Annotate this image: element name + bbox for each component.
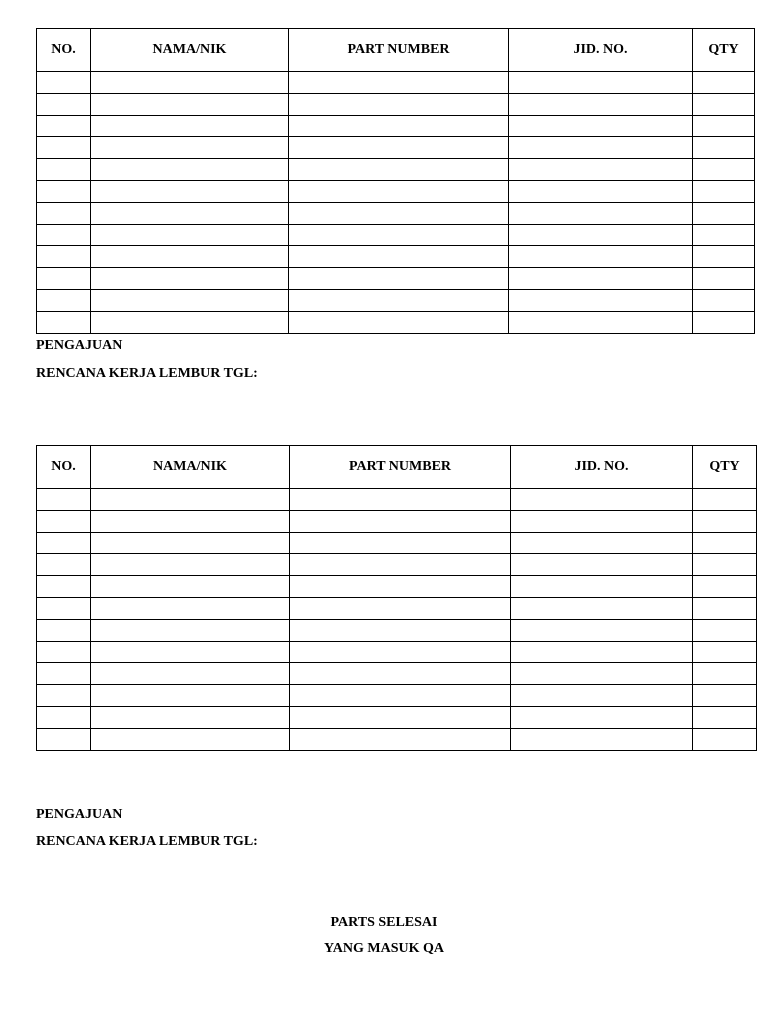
cell-jid-no[interactable] bbox=[509, 311, 693, 333]
cell-no[interactable] bbox=[37, 180, 91, 202]
cell-part-number[interactable] bbox=[289, 72, 509, 94]
table-header-row bbox=[37, 29, 755, 72]
cell-nama-nik[interactable] bbox=[91, 246, 289, 268]
cell-nama-nik[interactable] bbox=[91, 115, 289, 137]
cell-nama-nik[interactable] bbox=[91, 728, 290, 750]
table-row bbox=[37, 224, 755, 246]
cell-jid-no[interactable] bbox=[509, 115, 693, 137]
cell-part-number[interactable] bbox=[290, 728, 511, 750]
table-row bbox=[37, 489, 757, 511]
overtime-form-table-1 bbox=[36, 28, 755, 334]
cell-jid-no[interactable] bbox=[511, 597, 693, 619]
table-row bbox=[37, 72, 755, 94]
cell-qty[interactable] bbox=[693, 224, 755, 246]
cell-no[interactable] bbox=[37, 268, 91, 290]
table-row bbox=[37, 576, 757, 598]
cell-part-number[interactable] bbox=[289, 159, 509, 181]
table-body bbox=[37, 72, 755, 334]
cell-no[interactable] bbox=[37, 619, 91, 641]
cell-part-number[interactable] bbox=[289, 93, 509, 115]
cell-nama-nik[interactable] bbox=[91, 597, 290, 619]
cell-qty[interactable] bbox=[693, 289, 755, 311]
cell-no[interactable] bbox=[37, 663, 91, 685]
table-row bbox=[37, 202, 755, 224]
cell-nama-nik[interactable] bbox=[91, 532, 290, 554]
cell-nama-nik[interactable] bbox=[91, 93, 289, 115]
table-row bbox=[37, 532, 757, 554]
cell-no[interactable] bbox=[37, 246, 91, 268]
header-nama-nik: NAMA/NIK bbox=[91, 446, 290, 489]
cell-part-number[interactable] bbox=[289, 224, 509, 246]
cell-jid-no[interactable] bbox=[511, 554, 693, 576]
header-nama-nik: NAMA/NIK bbox=[91, 29, 289, 72]
cell-nama-nik[interactable] bbox=[91, 224, 289, 246]
header-no: NO. bbox=[37, 446, 91, 489]
cell-jid-no[interactable] bbox=[509, 93, 693, 115]
header-qty: QTY bbox=[693, 446, 757, 489]
header-no: NO. bbox=[37, 29, 91, 72]
cell-no[interactable] bbox=[37, 597, 91, 619]
table-row bbox=[37, 706, 757, 728]
cell-part-number[interactable] bbox=[290, 510, 511, 532]
cell-nama-nik[interactable] bbox=[91, 576, 290, 598]
cell-nama-nik[interactable] bbox=[91, 268, 289, 290]
cell-jid-no[interactable] bbox=[509, 72, 693, 94]
cell-no[interactable] bbox=[37, 224, 91, 246]
cell-no[interactable] bbox=[37, 311, 91, 333]
cell-part-number[interactable] bbox=[290, 554, 511, 576]
cell-qty[interactable] bbox=[693, 115, 755, 137]
cell-part-number[interactable] bbox=[289, 268, 509, 290]
cell-nama-nik[interactable] bbox=[91, 510, 290, 532]
pengajuan-label: PENGAJUAN bbox=[36, 338, 123, 353]
cell-nama-nik[interactable] bbox=[91, 202, 289, 224]
cell-qty[interactable] bbox=[693, 268, 755, 290]
cell-part-number[interactable] bbox=[290, 663, 511, 685]
cell-part-number[interactable] bbox=[290, 641, 511, 663]
cell-part-number[interactable] bbox=[290, 619, 511, 641]
table-row bbox=[37, 93, 755, 115]
cell-no[interactable] bbox=[37, 641, 91, 663]
cell-qty[interactable] bbox=[693, 180, 755, 202]
cell-jid-no[interactable] bbox=[509, 202, 693, 224]
cell-no[interactable] bbox=[37, 489, 91, 511]
cell-part-number[interactable] bbox=[290, 576, 511, 598]
cell-jid-no[interactable] bbox=[511, 489, 693, 511]
cell-nama-nik[interactable] bbox=[91, 706, 290, 728]
cell-part-number[interactable] bbox=[289, 311, 509, 333]
table-row bbox=[37, 641, 757, 663]
cell-no[interactable] bbox=[37, 159, 91, 181]
cell-nama-nik[interactable] bbox=[91, 554, 290, 576]
rencana-kerja-lembur-label: RENCANA KERJA LEMBUR TGL: bbox=[36, 834, 258, 849]
cell-qty[interactable] bbox=[693, 137, 755, 159]
cell-part-number[interactable] bbox=[290, 685, 511, 707]
table-row bbox=[37, 554, 757, 576]
cell-qty[interactable] bbox=[693, 706, 757, 728]
cell-part-number[interactable] bbox=[289, 137, 509, 159]
cell-jid-no[interactable] bbox=[511, 728, 693, 750]
table-row bbox=[37, 619, 757, 641]
cell-jid-no[interactable] bbox=[511, 685, 693, 707]
cell-no[interactable] bbox=[37, 137, 91, 159]
cell-jid-no[interactable] bbox=[511, 532, 693, 554]
cell-jid-no[interactable] bbox=[509, 268, 693, 290]
cell-nama-nik[interactable] bbox=[91, 180, 289, 202]
table-header-row bbox=[37, 446, 757, 489]
cell-part-number[interactable] bbox=[289, 289, 509, 311]
cell-jid-no[interactable] bbox=[509, 289, 693, 311]
cell-qty[interactable] bbox=[693, 554, 757, 576]
cell-no[interactable] bbox=[37, 202, 91, 224]
cell-qty[interactable] bbox=[693, 72, 755, 94]
cell-part-number[interactable] bbox=[290, 706, 511, 728]
cell-qty[interactable] bbox=[693, 93, 755, 115]
cell-qty[interactable] bbox=[693, 685, 757, 707]
cell-part-number[interactable] bbox=[290, 489, 511, 511]
header-jid-no: JID. NO. bbox=[509, 29, 693, 72]
cell-qty[interactable] bbox=[693, 311, 755, 333]
cell-no[interactable] bbox=[37, 576, 91, 598]
cell-nama-nik[interactable] bbox=[91, 619, 290, 641]
cell-nama-nik[interactable] bbox=[91, 311, 289, 333]
cell-no[interactable] bbox=[37, 532, 91, 554]
cell-jid-no[interactable] bbox=[509, 180, 693, 202]
overtime-form-table-2 bbox=[36, 445, 757, 751]
table-row bbox=[37, 137, 755, 159]
cell-qty[interactable] bbox=[693, 202, 755, 224]
pengajuan-label: PENGAJUAN bbox=[36, 807, 123, 822]
table-row bbox=[37, 289, 755, 311]
cell-jid-no[interactable] bbox=[511, 510, 693, 532]
cell-nama-nik[interactable] bbox=[91, 489, 290, 511]
table-row bbox=[37, 159, 755, 181]
table-row bbox=[37, 311, 755, 333]
cell-jid-no[interactable] bbox=[511, 706, 693, 728]
cell-qty[interactable] bbox=[693, 532, 757, 554]
cell-qty[interactable] bbox=[693, 597, 757, 619]
cell-no[interactable] bbox=[37, 685, 91, 707]
cell-nama-nik[interactable] bbox=[91, 289, 289, 311]
cell-jid-no[interactable] bbox=[511, 663, 693, 685]
cell-jid-no[interactable] bbox=[509, 137, 693, 159]
cell-part-number[interactable] bbox=[289, 202, 509, 224]
cell-no[interactable] bbox=[37, 554, 91, 576]
cell-qty[interactable] bbox=[693, 510, 757, 532]
cell-part-number[interactable] bbox=[289, 246, 509, 268]
table-row bbox=[37, 728, 757, 750]
cell-part-number[interactable] bbox=[289, 180, 509, 202]
cell-nama-nik[interactable] bbox=[91, 72, 289, 94]
header-part-number: PART NUMBER bbox=[290, 446, 511, 489]
cell-qty[interactable] bbox=[693, 619, 757, 641]
cell-qty[interactable] bbox=[693, 641, 757, 663]
cell-no[interactable] bbox=[37, 72, 91, 94]
cell-no[interactable] bbox=[37, 289, 91, 311]
parts-selesai-label: PARTS SELESAI bbox=[330, 915, 438, 930]
header-jid-no: JID. NO. bbox=[511, 446, 693, 489]
cell-jid-no[interactable] bbox=[509, 159, 693, 181]
cell-jid-no[interactable] bbox=[511, 641, 693, 663]
header-part-number: PART NUMBER bbox=[289, 29, 509, 72]
cell-nama-nik[interactable] bbox=[91, 641, 290, 663]
cell-qty[interactable] bbox=[693, 246, 755, 268]
table-row bbox=[37, 597, 757, 619]
cell-qty[interactable] bbox=[693, 663, 757, 685]
table-row bbox=[37, 115, 755, 137]
cell-jid-no[interactable] bbox=[509, 224, 693, 246]
cell-jid-no[interactable] bbox=[511, 576, 693, 598]
cell-qty[interactable] bbox=[693, 489, 757, 511]
table-row bbox=[37, 663, 757, 685]
cell-jid-no[interactable] bbox=[509, 246, 693, 268]
cell-qty[interactable] bbox=[693, 728, 757, 750]
cell-no[interactable] bbox=[37, 93, 91, 115]
yang-masuk-qa-label: YANG MASUK QA bbox=[323, 941, 445, 956]
table-row bbox=[37, 685, 757, 707]
table-row bbox=[37, 510, 757, 532]
cell-nama-nik[interactable] bbox=[91, 685, 290, 707]
cell-no[interactable] bbox=[37, 510, 91, 532]
cell-qty[interactable] bbox=[693, 576, 757, 598]
cell-nama-nik[interactable] bbox=[91, 137, 289, 159]
header-qty: QTY bbox=[693, 29, 755, 72]
cell-jid-no[interactable] bbox=[511, 619, 693, 641]
table-row bbox=[37, 180, 755, 202]
cell-part-number[interactable] bbox=[290, 597, 511, 619]
cell-no[interactable] bbox=[37, 728, 91, 750]
table-row bbox=[37, 268, 755, 290]
cell-no[interactable] bbox=[37, 706, 91, 728]
cell-part-number[interactable] bbox=[290, 532, 511, 554]
cell-nama-nik[interactable] bbox=[91, 663, 290, 685]
cell-no[interactable] bbox=[37, 115, 91, 137]
table-row bbox=[37, 246, 755, 268]
table-body bbox=[37, 489, 757, 751]
rencana-kerja-lembur-label: RENCANA KERJA LEMBUR TGL: bbox=[36, 366, 258, 381]
cell-part-number[interactable] bbox=[289, 115, 509, 137]
cell-nama-nik[interactable] bbox=[91, 159, 289, 181]
cell-qty[interactable] bbox=[693, 159, 755, 181]
